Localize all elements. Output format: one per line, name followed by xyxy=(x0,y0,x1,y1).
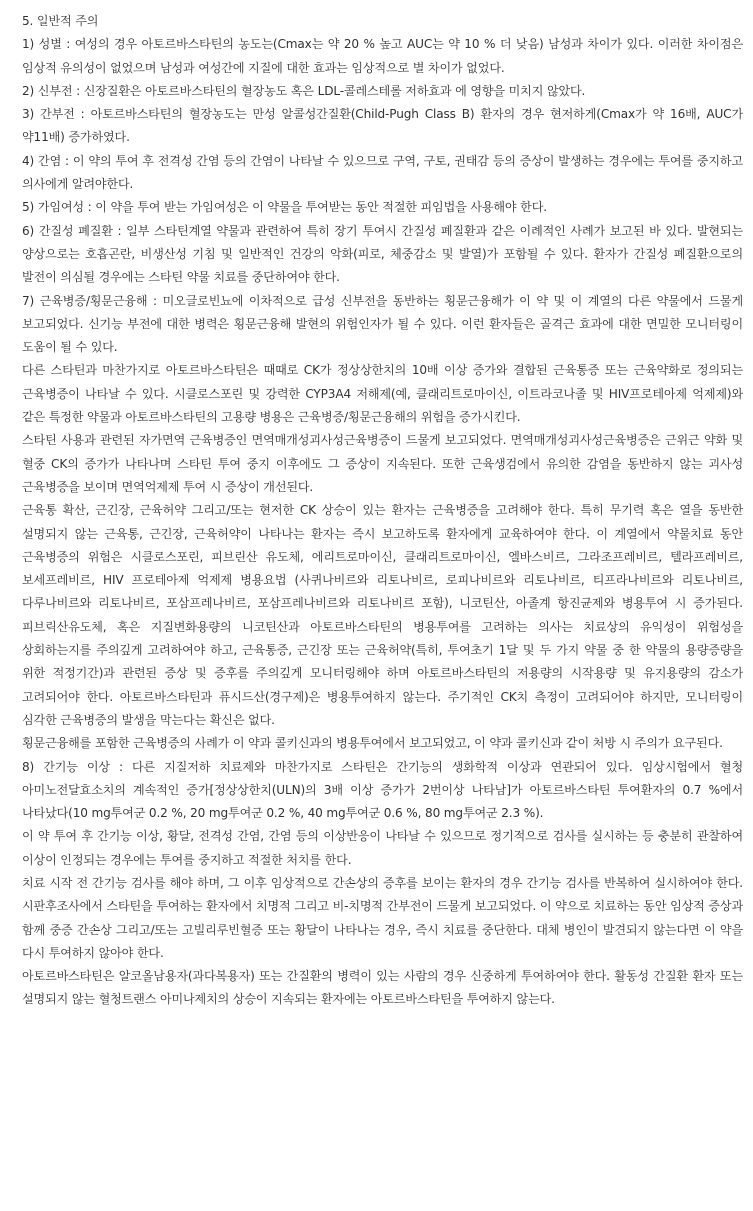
paragraph-myopathy-rhabdomyolysis: 7) 근육병증/횡문근융해 : 미오글로빈뇨에 이차적으로 급성 신부전을 동반하는 횡문근융해가 이 약 및 이 계열의 다른 약물에서 드물게 보고되었다. 신기능 부전에 대한 병력은 횡문근융해 발현의 위험인자가 될 수 있다. 이런 환자들은 골격근 효과에 대한 면밀한 모니터링이 도움이 될 수 있다. xyxy=(22,293,743,355)
paragraph-renal-failure: 2) 신부전 : 신장질환은 아토르바스타틴의 혈장농도 혹은 LDL-콜레스테롤 저하효과 에 영향을 미치지 않았다. xyxy=(22,83,586,98)
paragraph-hepatitis: 4) 간염 : 이 약의 투여 후 전격성 간염 등의 간염이 나타날 수 있으므로 구역, 구토, 권태감 등의 증상이 발생하는 경우에는 투여를 중지하고 의사에게 알려야한다. xyxy=(22,153,743,192)
section-title: 5. 일반적 주의 xyxy=(22,14,99,28)
paragraph-liver-testing: 치료 시작 전 간기능 검사를 해야 하며, 그 이후 임상적으로 간손상의 증후를 보이는 환자의 경우 간기능 검사를 반복하여 실시하여야 한다. 시판후조사에서 스타틴을 투여하는 환자에서 치명적 그리고 비-치명적 간부전이 드물게 보고되었다. 이 약으로 치료하는 동안 임상적 증상과 함께 중증 간손상 그리고/또는 고빌리루빈혈증 또는 황달이 나타나는 경우, 즉시 치료를 중단한다. 대체 병인이 발견되지 않는다면 이 약을 다시 투여하지 않아야 한다. xyxy=(22,875,743,960)
paragraph-liver-dysfunction: 8) 간기능 이상 : 다른 지질저하 치료제와 마찬가지로 스타틴은 간기능의 생화학적 이상과 연관되어 있다. 임상시험에서 혈청 아미노전달효소치의 계속적인 증가[정상상한치(ULN)의 3배 이상 증가가 2번이상 나타남]가 아토르바스타틴 투여환자의 0.7 %에서 나타났다(10 mg투여군 0.2 %, 20 mg투여군 0.2 %, 40 mg투여군 0.6 %, 80 mg투여군 2.3 %). xyxy=(22,759,743,821)
paragraph-women-childbearing: 5) 가임여성 : 이 약을 투여 받는 가임여성은 이 약물을 투여받는 동안 적절한 피임법을 사용해야 한다. xyxy=(22,200,547,215)
paragraph-myopathy-risk: 근육통 확산, 근긴장, 근육허약 그리고/또는 현저한 CK 상승이 있는 환자는 근육병증을 고려해야 한다. 특히 무기력 혹은 열을 동반한 설명되지 않는 근육통, 근긴장, 근육허약이 나타나는 환자는 즉시 보고하도록 환자에게 교육하여야 한다. 이 계열에서 약물치료 동안 근육병증의 위험은 시클로스포린, 피브린산 유도체, 에리트로마이신, 클래리트로마이신, 엘바스비르, 그라조프레비르, 텔라프레비르, 보세프레비르, HIV 프로테아제 억제제 병용요법 (사퀴나비르와 리토나비르, 로피나비르와 리토나비르, 티프라나비르와 리토나비르, 다루나비르와 리토나비르, 포삼프레나비르, 포삼프레나비르와 리토나비르 포함), 니코틴산, 아졸계 항진균제와 병용투여 시 증가된다. 피브릭산유도체, 혹은 지질변화용량의 니코틴산과 아토르바스타틴의 병용투여를 고려하는 의사는 치료상의 유익성이 위험성을 상회하는지를 주의깊게 고려하여야 하고, 근육통증, 근긴장 또는 근육허약(특히, 투여초기 1달 및 두 가지 약물 중 한 약물의 용량증량을 위한 적정기간)과 관련된 증상 및 증후를 주의깊게 모니터링해야 하며 아토르바스타틴의 저용량의 시작용량 및 유지용량의 감소가 고려되어야 한다. 아토르바스타틴과 퓨시드산(경구제)은 병용투여하지 않는다. 주기적인 CK치 측정이 고려되어야 하지만, 모니터링이 심각한 근육병증의 발생을 막는다는 확신은 없다. xyxy=(22,503,743,727)
paragraph-gender: 1) 성별 : 여성의 경우 아토르바스타틴의 농도는(Cmax는 약 20 % 높고 AUC는 약 10 % 더 낮음) 남성과 차이가 있다. 이러한 차이점은 임상적 유의성이 없었으며 남성과 여성간에 지질에 대한 효과는 임상적으로 별 차이가 없었다. xyxy=(22,37,743,75)
paragraph-interstitial-lung-disease: 6) 간질성 폐질환 : 일부 스타틴계열 약물과 관련하여 특히 장기 투여시 간질성 폐질환과 같은 이례적인 사례가 보고된 바 있다. 발현되는 양상으로는 호흡곤란, 비생산성 기침 및 일반적인 건강의 악화(피로, 체중감소 및 발열)가 포함될 수 있다. 환자가 간질성 폐질환으로의 발전이 의심될 경우에는 스타틴 약물 치료를 중단하여야 한다. xyxy=(22,223,743,285)
paragraph-liver-monitoring: 이 약 투여 후 간기능 이상, 황달, 전격성 간염, 간염 등의 이상반응이 나타날 수 있으므로 정기적으로 검사를 실시하는 등 충분히 관찰하여 이상이 인정되는 경우에는 투여를 중지하고 적절한 처치를 한다. xyxy=(22,829,743,867)
paragraph-hepatic-failure: 3) 간부전 : 아토르바스타틴의 혈장농도는 만성 알콜성간질환(Child-Pugh Class B) 환자의 경우 현저하게(Cmax가 약 16배, AUC가 약11배) 증가하였다. xyxy=(22,107,743,145)
paragraph-colchicine: 횡문근융해를 포함한 근육병증의 사례가 이 약과 콜키신과의 병용투여에서 보고되었고, 이 약과 콜키신과 같이 처방 시 주의가 요구된다. xyxy=(22,736,723,751)
paragraph-immune-necrotizing-myopathy: 스타틴 사용과 관련된 자가면역 근육병증인 면역매개성괴사성근육병증이 드물게 보고되었다. 면역매개성괴사성근육병증은 근위근 약화 및 혈중 CK의 증가가 나타나며 스타틴 투여 중지 이후에도 그 증상이 지속된다. 또한 근육생검에서 유의한 감염을 동반하지 않는 괴사성 근육병증을 보이며 면역억제제 투여 시 증상이 개선된다. xyxy=(22,433,743,494)
paragraph-alcohol-caution: 아토르바스타틴은 알코올남용자(과다복용자) 또는 간질환의 병력이 있는 사람의 경우 신중하게 투여하여야 한다. 활동성 간질환 환자 또는 설명되지 않는 혈청트랜스 아미나제치의 상승이 지속되는 환자에는 아토르바스타틴을 투여하지 않는다. xyxy=(22,969,743,1007)
paragraph-myopathy-ck: 다른 스타틴과 마찬가지로 아토르바스타틴은 때때로 CK가 정상상한치의 10배 이상 증가와 결합된 근육통증 또는 근육약화로 정의되는 근육병증이 나타날 수 있다. 시클로스포린 및 강력한 CYP3A4 저해제(예, 클래리트로마이신, 이트라코나졸 및 HIV프로테아제 억제제)와 같은 특정한 약물과 아토르바스타틴의 고용량 병용은 근육병증/횡문근융해의 위험을 증가시킨다. xyxy=(22,363,743,425)
